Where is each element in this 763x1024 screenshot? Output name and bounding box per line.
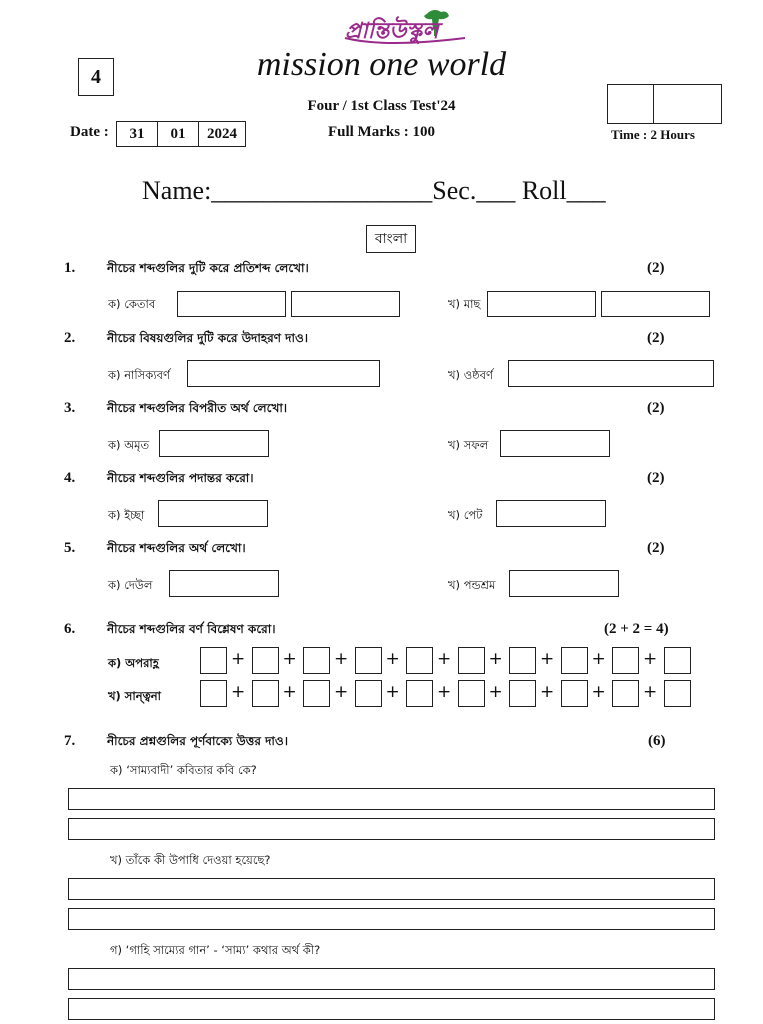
q6-plus-sign: + [231, 682, 246, 702]
exam-title: Four / 1st Class Test'24 [307, 98, 456, 114]
q6-plus-sign: + [437, 649, 452, 669]
question-7-marks: (6) [648, 733, 666, 749]
q4-option-a: ক) ইচ্ছা [108, 508, 145, 522]
q6-plus-sign: + [385, 682, 400, 702]
q7-b-answer-line-2[interactable] [68, 908, 715, 930]
q7-option-c: গ) ‘গাহি সাম্যের গান’ - ‘সাম্য’ কথার অর্থ কী? [110, 943, 321, 957]
question-6-text: নীচের শব্দগুলির বর্ণ বিশ্লেষণ করো। [107, 622, 276, 636]
q1-option-a: ক) কেতাব [108, 297, 156, 311]
q6-plus-sign: + [334, 649, 349, 669]
question-2-marks: (2) [647, 330, 665, 346]
q5-option-a: ক) দেউল [108, 578, 153, 592]
q6-b-letter-box[interactable] [252, 680, 279, 707]
full-marks: Full Marks : 100 [327, 124, 436, 140]
date-day: 31 [116, 121, 158, 147]
q4-option-b: খ) পেট [448, 508, 483, 522]
q1-a-answer-2[interactable] [291, 291, 400, 317]
question-2-number: 2. [64, 330, 76, 346]
q6-a-letter-box[interactable] [200, 647, 227, 674]
q5-a-answer[interactable] [169, 570, 279, 597]
q7-c-answer-line-1[interactable] [68, 968, 715, 990]
q2-b-answer[interactable] [508, 360, 714, 387]
marks-box-2 [653, 84, 722, 124]
q6-b-letter-box[interactable] [303, 680, 330, 707]
q2-a-answer[interactable] [187, 360, 380, 387]
q6-a-letter-box[interactable] [561, 647, 588, 674]
question-3-text: নীচের শব্দগুলির বিপরীত অর্থ লেখো। [107, 401, 288, 415]
q7-b-answer-line-1[interactable] [68, 878, 715, 900]
q1-option-b: খ) মাছ [448, 297, 481, 311]
q3-a-answer[interactable] [159, 430, 269, 457]
q6-option-b: খ) সান্ত্বনা [108, 689, 161, 703]
q6-plus-sign: + [540, 649, 555, 669]
q3-option-a: ক) অমৃত [108, 438, 150, 452]
q6-a-letter-box[interactable] [355, 647, 382, 674]
logo-text: প্রান্তিউস্কুল [345, 19, 439, 44]
question-7-number: 7. [64, 733, 76, 749]
date-year: 2024 [198, 121, 246, 147]
q1-b-answer-1[interactable] [487, 291, 596, 317]
date-label: Date : [70, 124, 109, 140]
q3-b-answer[interactable] [500, 430, 610, 457]
q4-b-answer[interactable] [496, 500, 606, 527]
q4-a-answer[interactable] [158, 500, 268, 527]
q6-plus-sign: + [385, 649, 400, 669]
date-month: 01 [157, 121, 199, 147]
q6-plus-sign: + [591, 682, 606, 702]
q6-b-letter-box[interactable] [406, 680, 433, 707]
q7-option-a: ক) ‘সাম্যবাদী’ কবিতার কবি কে? [110, 763, 257, 777]
q6-a-letter-box[interactable] [406, 647, 433, 674]
q3-option-b: খ) সফল [448, 438, 489, 452]
q6-b-letter-box[interactable] [509, 680, 536, 707]
q6-plus-sign: + [591, 649, 606, 669]
question-2-text: নীচের বিষয়গুলির দুটি করে উদাহরণ দাও। [107, 331, 309, 345]
time-label: Time : 2 Hours [611, 127, 695, 142]
q5-option-b: খ) পন্ডশ্রম [448, 578, 496, 592]
question-5-marks: (2) [647, 540, 665, 556]
subject-box: বাংলা [366, 225, 416, 253]
q6-plus-sign: + [540, 682, 555, 702]
brand-title: mission one world [256, 46, 507, 83]
q7-c-answer-line-2[interactable] [68, 998, 715, 1020]
q2-option-b: খ) ওষ্ঠবর্ণ [448, 368, 494, 382]
q7-a-answer-line-1[interactable] [68, 788, 715, 810]
q2-option-a: ক) নাসিক্যবর্ণ [108, 368, 171, 382]
q6-plus-sign: + [437, 682, 452, 702]
q6-b-letter-box[interactable] [355, 680, 382, 707]
question-5-text: নীচের শব্দগুলির অর্থ লেখো। [107, 541, 246, 555]
q6-a-letter-box[interactable] [612, 647, 639, 674]
q6-option-a: ক) অপরাহ্ণ [108, 656, 159, 670]
question-6-marks: (2 + 2 = 4) [604, 621, 669, 637]
q1-a-answer-1[interactable] [177, 291, 286, 317]
q6-plus-sign: + [231, 649, 246, 669]
q6-a-letter-box[interactable] [664, 647, 691, 674]
question-1-text: নীচের শব্দগুলির দুটি করে প্রতিশব্দ লেখো। [107, 261, 309, 275]
q7-a-answer-line-2[interactable] [68, 818, 715, 840]
question-7-text: নীচের প্রশ্নগুলির পূর্ণবাক্যে উত্তর দাও। [107, 734, 289, 748]
q6-b-letter-box[interactable] [664, 680, 691, 707]
question-4-marks: (2) [647, 470, 665, 486]
q6-a-letter-box[interactable] [252, 647, 279, 674]
question-4-number: 4. [64, 470, 76, 486]
q6-a-letter-box[interactable] [458, 647, 485, 674]
q1-b-answer-2[interactable] [601, 291, 710, 317]
q6-a-letter-box[interactable] [509, 647, 536, 674]
name-sec-roll-line: Name:_________________Sec.___ Roll___ [142, 176, 606, 205]
question-4-text: নীচের শব্দগুলির পদান্তর করো। [107, 471, 254, 485]
question-1-marks: (2) [647, 260, 665, 276]
school-logo [337, 8, 477, 50]
marks-box-1 [607, 84, 654, 124]
question-3-marks: (2) [647, 400, 665, 416]
class-number: 4 [91, 65, 101, 88]
q6-b-letter-box[interactable] [200, 680, 227, 707]
q6-b-letter-box[interactable] [561, 680, 588, 707]
q6-plus-sign: + [643, 682, 658, 702]
question-6-number: 6. [64, 621, 76, 637]
q7-option-b: খ) তাঁকে কী উপাধি দেওয়া হয়েছে? [110, 853, 271, 867]
q6-b-letter-box[interactable] [458, 680, 485, 707]
q6-plus-sign: + [282, 649, 297, 669]
q6-plus-sign: + [282, 682, 297, 702]
q5-b-answer[interactable] [509, 570, 619, 597]
q6-a-letter-box[interactable] [303, 647, 330, 674]
question-1-number: 1. [64, 260, 76, 276]
question-5-number: 5. [64, 540, 76, 556]
q6-plus-sign: + [488, 682, 503, 702]
q6-plus-sign: + [488, 649, 503, 669]
q6-b-letter-box[interactable] [612, 680, 639, 707]
q6-plus-sign: + [643, 649, 658, 669]
class-box [78, 58, 114, 96]
q6-plus-sign: + [334, 682, 349, 702]
question-3-number: 3. [64, 400, 76, 416]
